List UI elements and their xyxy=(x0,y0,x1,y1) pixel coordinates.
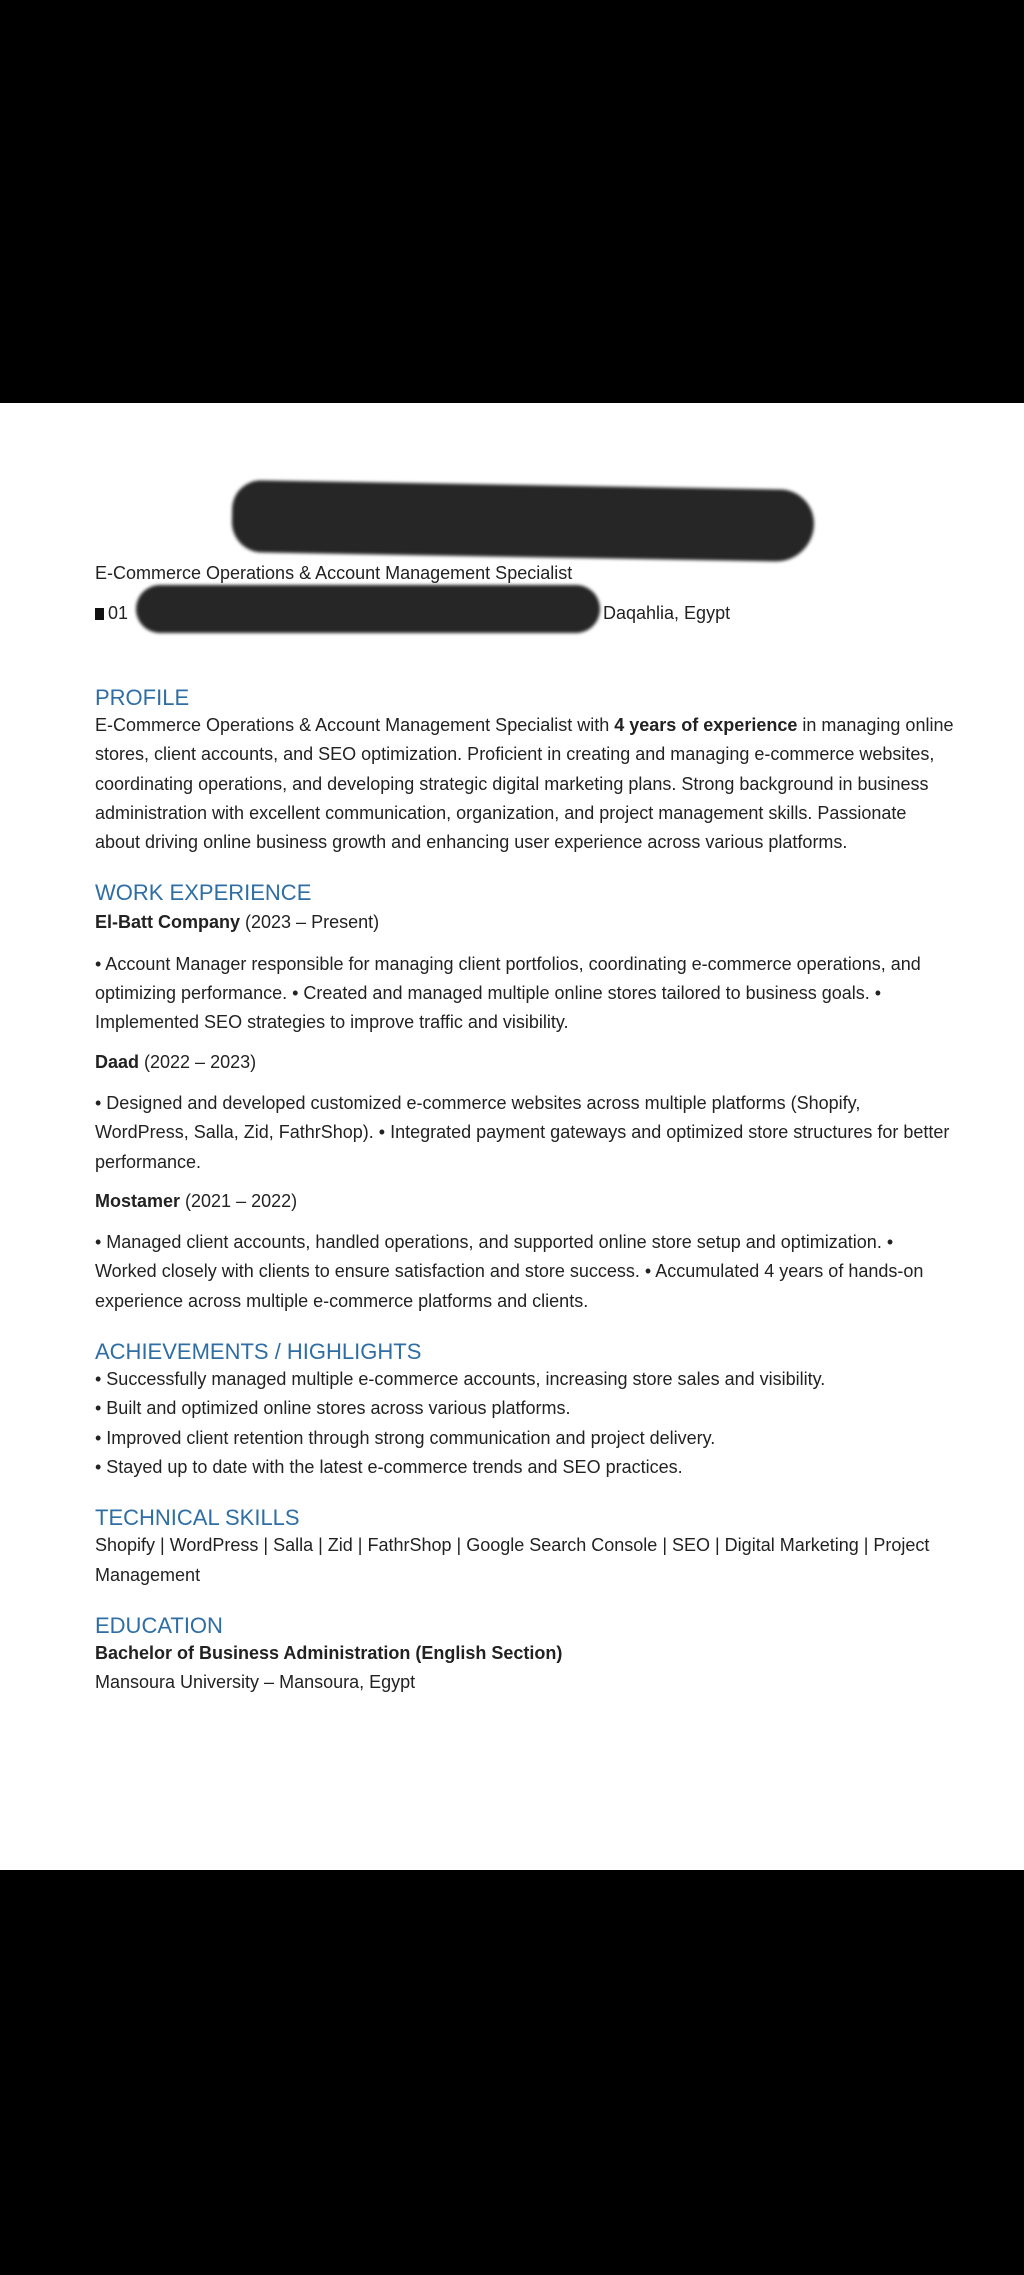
job-description: • Managed client accounts, handled operations, and supported online store setup and optimization. • Worked closely with clients to ensure satisfaction and store success. • Accumulated 4 years of hands-on experience across multiple e-commerce platforms and clients. xyxy=(95,1232,924,1311)
job-title-line xyxy=(95,1048,955,1077)
dates: (2023 – Present) xyxy=(240,912,380,933)
achievement-item: • Built and optimized online stores across various platforms. xyxy=(95,1398,571,1419)
redacted-name xyxy=(231,480,814,562)
profile-text xyxy=(95,711,955,857)
contact-line xyxy=(95,603,995,624)
profile-highlight: 4 years of experience xyxy=(614,715,798,735)
education-heading: EDUCATION xyxy=(95,1612,223,1638)
company: El-Batt Company xyxy=(95,912,241,933)
achievement-item: • Improved client retention through strong communication and project delivery. xyxy=(95,1427,716,1448)
degree: Bachelor of Business Administration (English Section) xyxy=(95,1642,563,1663)
profile-text-end: in managing online stores, client accounts, and SEO optimization. Proficient in creating and managing e-commerce websites, coordinating operations, and developing strategic digital marketing plans. Strong background in business administration with excellent communication, organization, and project management skills. Passionate about driving online business growth and enhancing user experience across various platforms. xyxy=(95,715,954,853)
achievements-heading: ACHIEVEMENTS / HIGHLIGHTS xyxy=(95,1339,422,1365)
job-description: • Account Manager responsible for managing client portfolios, coordinating e-commerce operations, and optimizing performance. • Created and managed multiple online stores tailored to business goals. • Implemented SEO strategies to improve traffic and visibility. xyxy=(95,953,921,1033)
location: Daqahlia, Egypt xyxy=(603,603,731,623)
skills-heading: TECHNICAL SKILLS xyxy=(95,1505,300,1531)
job-title: E-Commerce Operations & Account Management Specialist xyxy=(95,563,573,583)
profile-text-start: E-Commerce Operations & Account Management Specialist with xyxy=(95,715,615,735)
phone-icon xyxy=(95,608,104,620)
resume-body xyxy=(95,685,955,1697)
dates: (2021 – 2022) xyxy=(180,1190,298,1211)
school: Mansoura University – Mansoura, Egypt xyxy=(95,1672,416,1693)
company: Mostamer xyxy=(95,1190,181,1211)
job-description: • Designed and developed customized e-commerce websites across multiple platforms (Shopify, WordPress, Salla, Zid, FathrShop). • Integrated payment gateways and optimized store structures for better performance. xyxy=(95,1092,950,1172)
resume-page xyxy=(0,403,1024,1870)
skills-list: Shopify | WordPress | Salla | Zid | FathrShop | Google Search Console | SEO | Digital Marketing | Project Management xyxy=(95,1535,930,1585)
phone-prefix: 01 xyxy=(108,603,129,623)
company: Daad xyxy=(95,1051,140,1072)
job-title-line xyxy=(95,1187,955,1216)
dates: (2022 – 2023) xyxy=(139,1051,257,1072)
achievement-item: • Successfully managed multiple e-commerce accounts, increasing store sales and visibility. xyxy=(95,1369,826,1390)
work-heading: WORK EXPERIENCE xyxy=(95,880,312,906)
job-title-line xyxy=(95,908,955,937)
profile-heading: PROFILE xyxy=(95,685,190,710)
achievement-item: • Stayed up to date with the latest e-commerce trends and SEO practices. xyxy=(95,1456,683,1477)
